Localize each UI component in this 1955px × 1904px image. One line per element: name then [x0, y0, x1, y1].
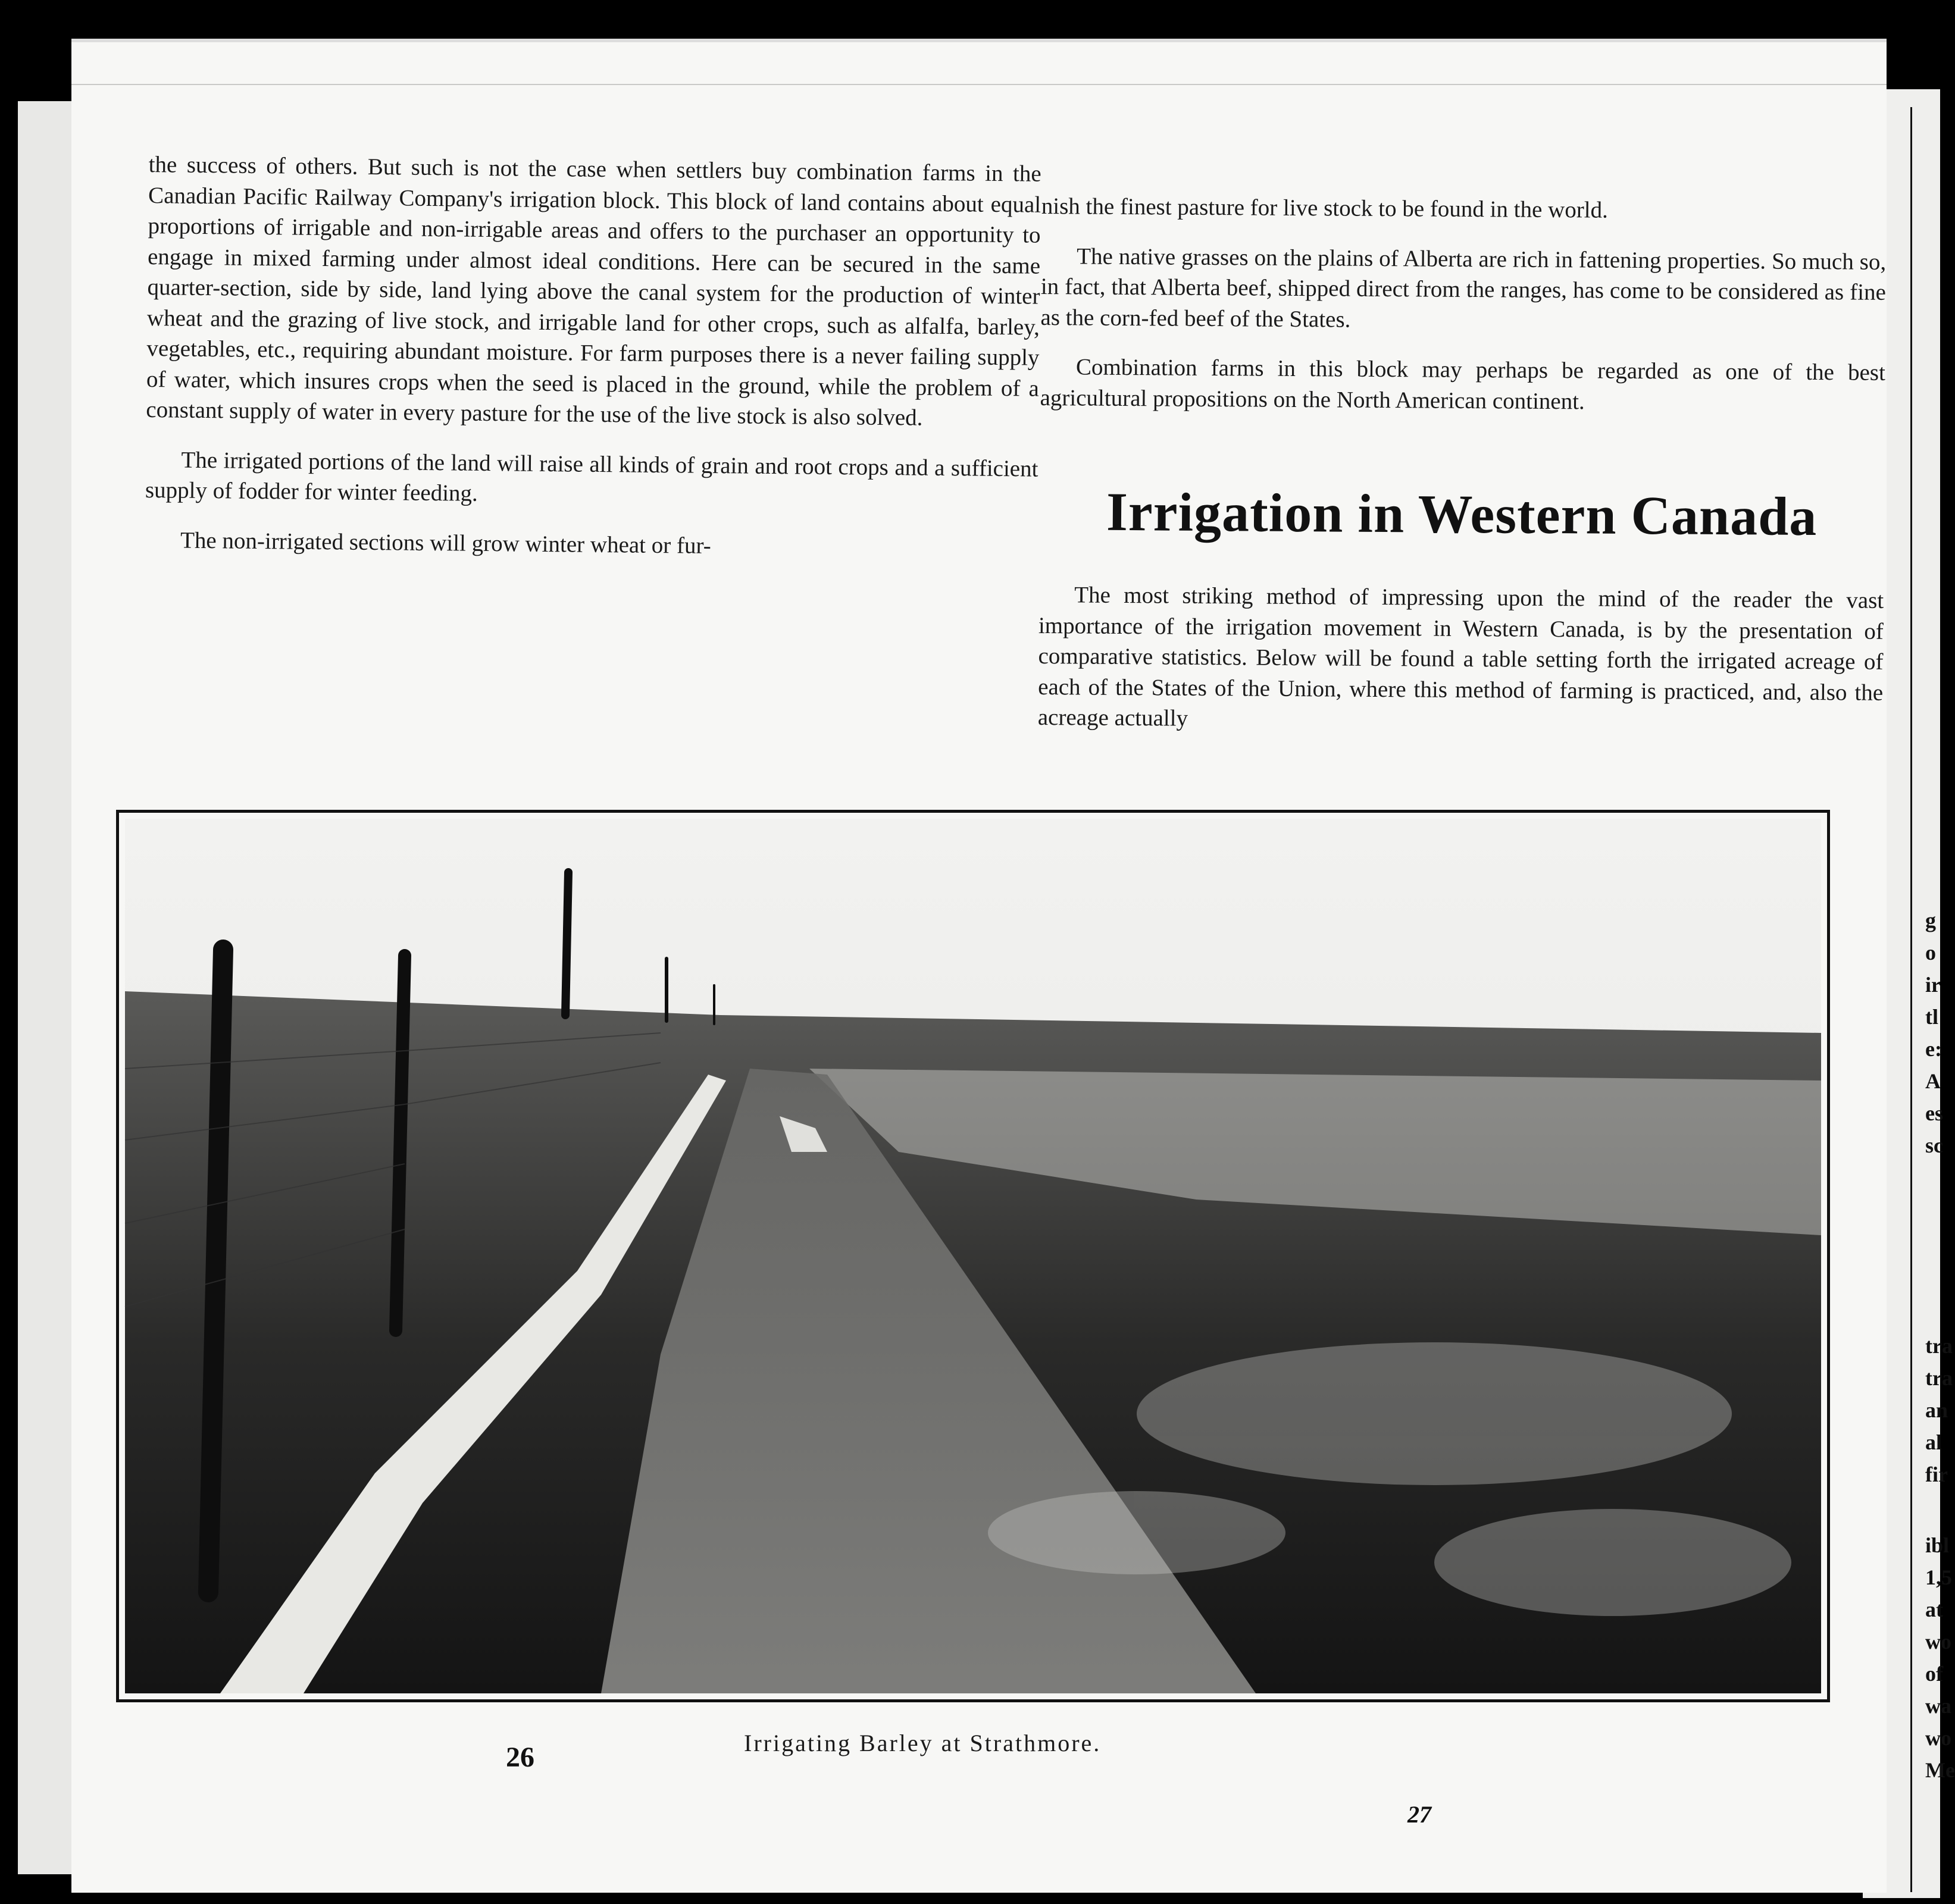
fragment-line: an	[1925, 1398, 1948, 1422]
fragment-line: tl	[1925, 1005, 1938, 1029]
right-paragraph: nish the finest pasture for live stock to be found in the world.	[1041, 193, 1609, 223]
right-paragraph: Combination farms in this block may perhaps be regarded as one of the best agricultural propositions on the North American continent.	[1040, 354, 1886, 414]
section-headline: Irrigation in Western Canada	[1106, 481, 1818, 547]
right-text-column	[1037, 191, 1887, 757]
left-paragraph: The irrigated portions of the land will raise all kinds of grain and root crops and a sufficient supply of fodder for winter feeding.	[145, 447, 1039, 506]
fragment-line: g	[1925, 909, 1936, 932]
fragment-line: e:	[1925, 1037, 1942, 1061]
fragment-line: at	[1925, 1598, 1943, 1621]
left-paragraph: the success of others. But such is not the case when settlers buy combination farms in the Canadian Pacific Railway Company's irrigation block. This block of land contains about equal proportions of irrigable and non-irrigable areas and offers to the purchaser an opportunity to engage in mixed farming under almost ideal conditions. Here can be secured in the same quarter-section, side by side, land lying above the canal system for the production of winter wheat and the grazing of live stock, and irrigable land for other crops, such as alfalfa, barley, vegetables, etc., requiring abundant moisture. For farm purposes there is a never failing supply of water, which insures crops when the seed is placed in the ground, while the problem of a constant supply of water in every pasture for the use of the live stock is also solved.	[146, 151, 1041, 431]
fragment-line: o	[1925, 941, 1936, 964]
photo-caption: Irrigating Barley at Strathmore.	[744, 1730, 1102, 1756]
fragment-line: al	[1925, 1430, 1943, 1454]
next-page-text-fragment-1	[1925, 904, 1947, 1161]
fragment-line: of	[1925, 1662, 1943, 1686]
fragment-line: 1,5	[1925, 1565, 1952, 1589]
fragment-line: ibl	[1925, 1533, 1950, 1557]
fragment-line: Me	[1925, 1758, 1955, 1782]
page-number-right: 27	[1407, 1801, 1431, 1828]
next-page-rule	[1910, 107, 1912, 1892]
photograph-frame	[116, 810, 1830, 1702]
left-paragraph: The non-irrigated sections will grow winter wheat or fur-	[180, 527, 711, 559]
fragment-line: sc	[1925, 1133, 1943, 1157]
page-number-left: 26	[506, 1742, 534, 1773]
book-page-spread	[71, 39, 1887, 1893]
left-text-column	[145, 149, 1041, 584]
fragment-line: wa	[1925, 1694, 1951, 1718]
fragment-line: es	[1925, 1101, 1943, 1125]
right-paragraph: The native grasses on the plains of Alberta are rich in fattening properties. So much so, in fact, that Alberta beef, shipped direct from the ranges, has come to be considered as fine as the corn-fed beef of the States.	[1040, 243, 1887, 333]
fragment-line: ir	[1925, 973, 1941, 997]
fragment-line: A	[1925, 1069, 1941, 1093]
right-paragraph: The most striking method of impressing upon the mind of the reader the vast importance of the irrigation movement in Western Canada, is by the presentation of comparative statistics. Below will be found a table setting forth the irrigated acreage of each of the States of the Union, where this method of farming is practiced, and, also the acreage actually	[1037, 582, 1884, 731]
fragment-line: tra	[1925, 1334, 1953, 1358]
fragment-line: fir	[1925, 1463, 1948, 1486]
page-top-rule	[71, 84, 1887, 85]
fragment-line: wo	[1925, 1726, 1951, 1750]
next-page-text-fragment-2	[1925, 1330, 1953, 1490]
irrigation-photo	[125, 819, 1821, 1693]
fragment-line: wo	[1925, 1630, 1951, 1654]
next-page-text-fragment-3	[1925, 1529, 1955, 1786]
fragment-line: tra	[1925, 1366, 1953, 1390]
